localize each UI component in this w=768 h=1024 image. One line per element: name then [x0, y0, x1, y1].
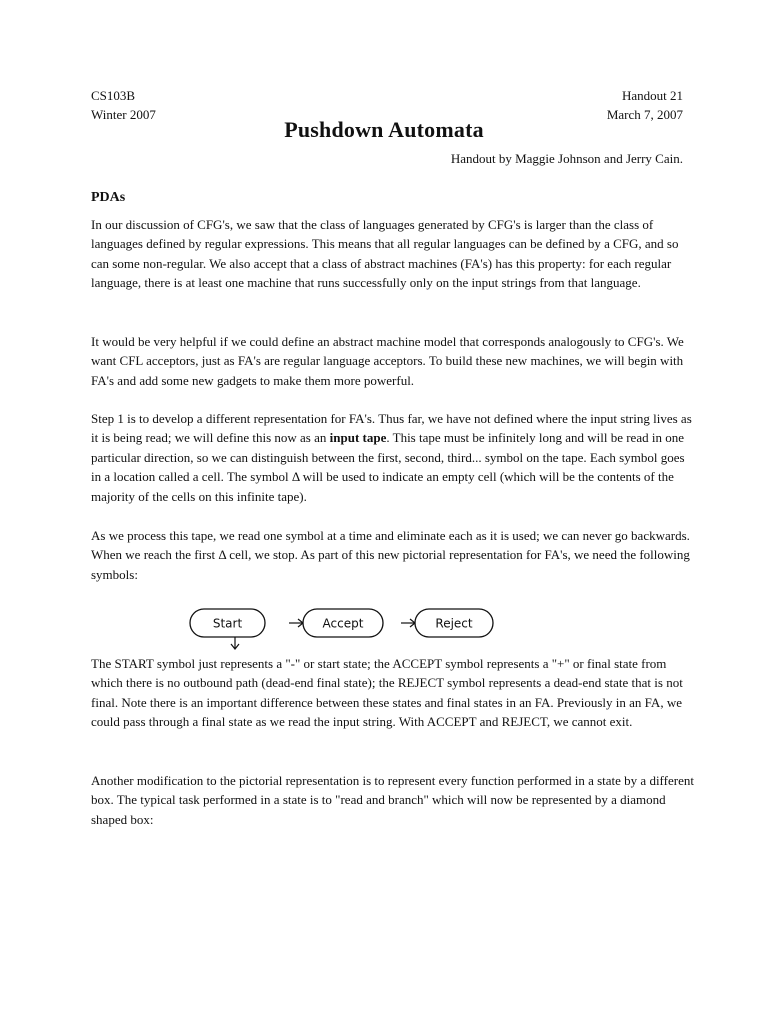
paragraph-3-text-a: Step 1 is to develop a different representation for FA's. Thus far, we have not defined where the input string lives as it is being read; we will define this now as an [91, 411, 692, 446]
term: Winter 2007 [91, 107, 156, 122]
paragraph-4: As we process this tape, we read one symbol at a time and eliminate each as it is used; we can never go backwards. When we reach the first Δ cell, we stop. As part of this new pictorial representation for FA's, we need the following symbols: [91, 528, 690, 582]
paragraph-3-text-b: . This tape must be infinitely long and will be read in one particular direction, so we can distinguish between the first, second, third... symbol on the tape. Each symbol goes in a location called a cell. The symbol Δ will be used to indicate an empty cell (which will be the contents of the majority of the cells on this infinite tape). [91, 430, 685, 504]
paragraph-2: It would be very helpful if we could define an abstract machine model that corresponds analogously to CFG's. We want CFL acceptors, just as FA's are regular language acceptors. To build these new machines, we will begin with FA's and add some new gadgets to make them more powerful. [91, 334, 684, 388]
input-tape-term: input tape [329, 430, 387, 446]
reject-arrow [401, 619, 415, 627]
start-symbol [190, 609, 265, 649]
course-code: CS103B [91, 88, 136, 103]
page-title: Pushdown Automata [284, 117, 484, 142]
reject-label: Reject [435, 616, 473, 631]
handout-date: March 7, 2007 [606, 107, 683, 122]
paragraph-6: Another modification to the pictorial representation is to represent every function performed in a state by a different box. The typical task performed in a state is to "read and branch" which will now be represented by a diamond shaped box: [91, 773, 694, 827]
accept-label: Accept [322, 616, 364, 631]
paragraph-1: In our discussion of CFG's, we saw that the class of languages generated by CFG's is larger than the class of languages defined by regular expressions. This means that all regular languages can be defined by a CFG, and so can some non-regular. We also accept that a class of abstract machines (FA's) has this property: for each regular language, there is at least one machine that runs successfully only on the input strings from that language. [91, 217, 679, 291]
paragraph-5: The START symbol just represents a "-" or start state; the ACCEPT symbol represents a "+" or final state from which there is no outbound path (dead-end final state); the REJECT symbol represents a dead-end state that is not final. Note there is an important difference between these states and final states in an FA. Previously in an FA, we could pass through a final state as we read the input string. With ACCEPT and REJECT, we cannot exit. [91, 656, 683, 730]
section-heading: PDAs [91, 190, 126, 205]
reject-symbol [415, 609, 493, 637]
byline: Handout by Maggie Johnson and Jerry Cain. [450, 151, 683, 166]
start-label: Start [212, 616, 243, 631]
state-symbols-diagram [185, 604, 505, 650]
paragraph-3 [91, 409, 696, 506]
accept-symbol [303, 609, 383, 637]
accept-arrow [289, 619, 303, 627]
handout-number: Handout 21 [621, 88, 683, 103]
